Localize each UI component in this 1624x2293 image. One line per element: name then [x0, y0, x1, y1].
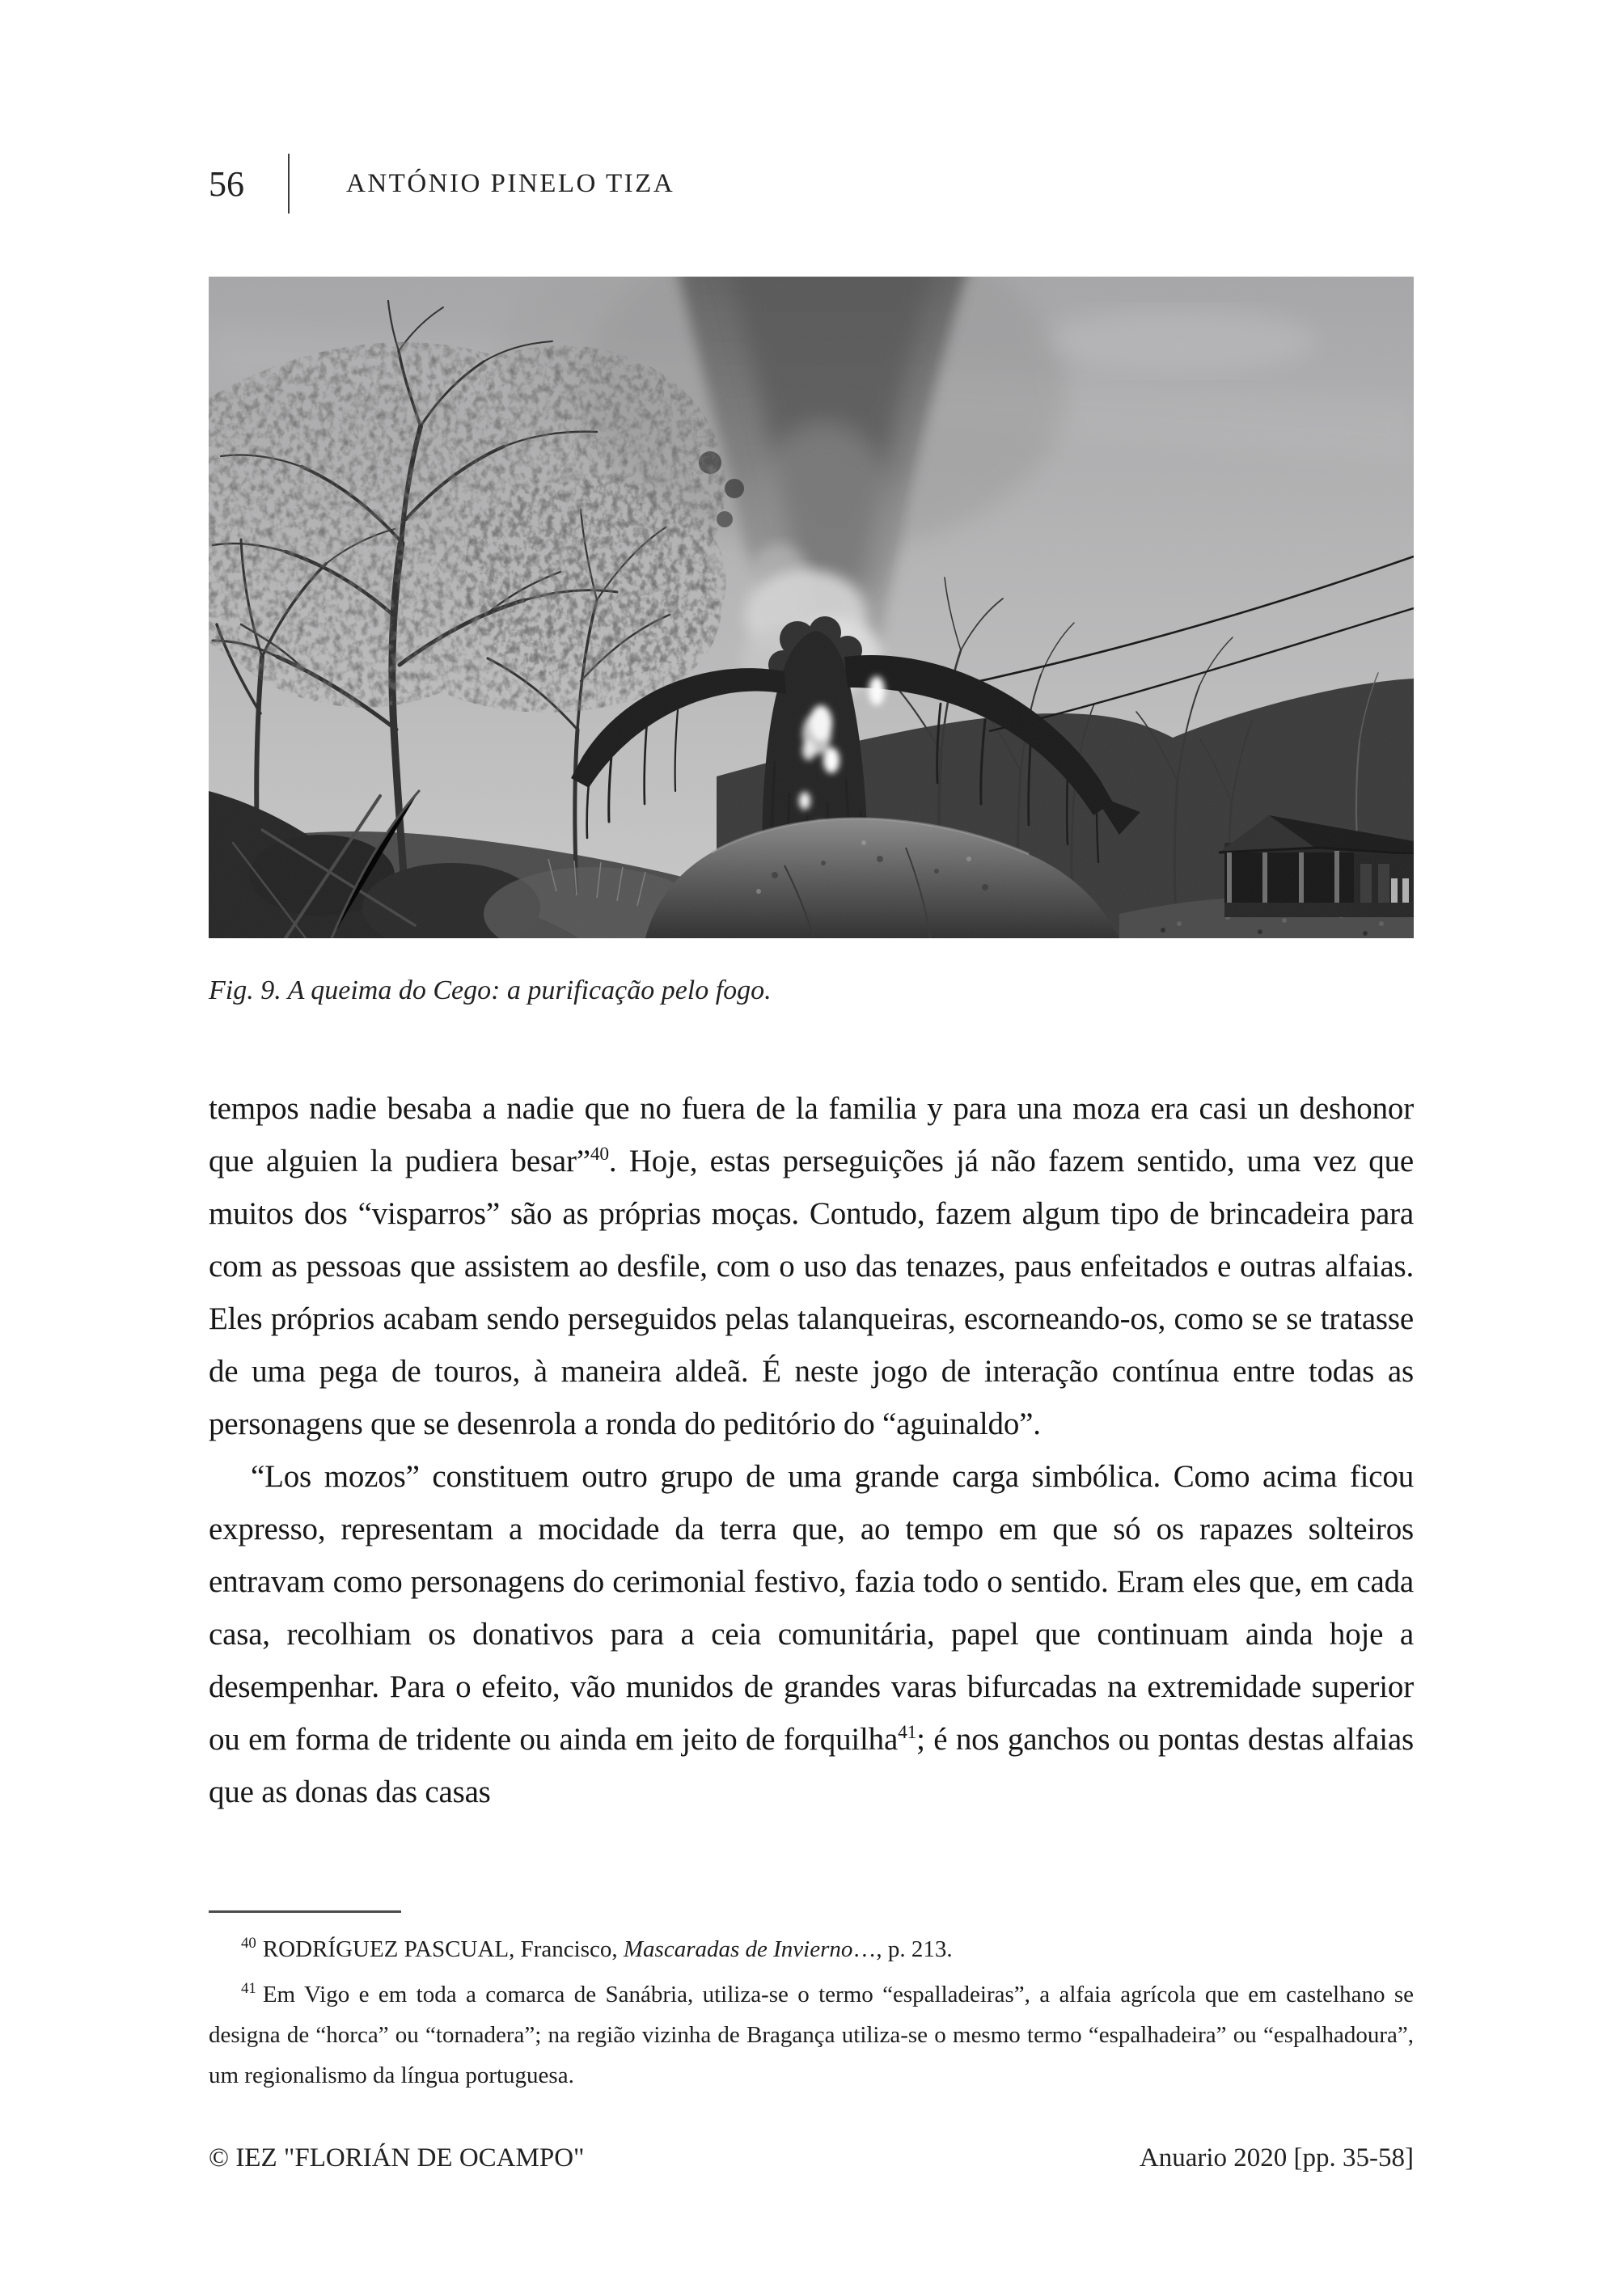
page-number: 56 [209, 163, 244, 204]
burning-effigy-photo [209, 277, 1414, 938]
footnote-40-title: Mascaradas de Invierno [623, 1936, 853, 1962]
figure-caption: Fig. 9. A queima do Cego: a purificação pelo fogo. [209, 975, 772, 1005]
paragraph-2-text-cont: ; é nos ganchos ou pontas destas alfaias que as donas das casas [209, 1722, 1414, 1809]
page-header [209, 154, 1414, 214]
paragraph-1-text: tempos nadie besaba a nadie que no fuera de la familia y para una moza era casi un deshonor que alguien la pudiera besar” [209, 1091, 1414, 1178]
footnote-separator [209, 1910, 401, 1913]
paragraph-1-text-cont: . Hoje, estas perseguições já não fazem sentido, uma vez que muitos dos “visparros” são as próprias moças. Contudo, fazem algum tipo de brincadeira para com as pessoas que assistem ao desfile, com o uso das tenazes, paus enfeitados e outras alfaias. Eles próprios acabam sendo perseguidos pelas talanqueiras, escorneando-os, como se se tratasse de uma pega de touros, à maneira aldeã. É neste jogo de interação contínua entre todas as personagens que se desenrola a ronda do peditório do “aguinaldo”. [209, 1144, 1414, 1441]
paragraph-2-text: “Los mozos” constituem outro grupo de uma grande carga simbólica. Como acima ficou expresso, representam a mocidade da terra que, ao tempo em que só os rapazes solteiros entravam como personagens do cerimonial festivo, fazia todo o sentido. Eram eles que, em cada casa, recolhiam os donativos para a ceia comunitária, papel que continuam ainda hoje a desempenhar. Para o efeito, vão munidos de grandes varas bifurcadas na extremidade superior ou em forma de tridente ou ainda em jeito de forquilha [209, 1459, 1414, 1757]
footnote-41 [209, 1974, 1414, 2096]
photo-grain [209, 277, 1414, 938]
footnote-40-page: …, p. 213. [852, 1936, 953, 1962]
running-title: ANTÓNIO PINELO TIZA [346, 168, 675, 198]
paragraph-2 [209, 1450, 1414, 1818]
body-text [209, 1082, 1414, 1818]
footnote-40-author: RODRÍGUEZ PASCUAL, Francisco, [262, 1936, 624, 1962]
footnote-40 [209, 1929, 1414, 1969]
footnote-ref-40: 40 [590, 1144, 609, 1165]
figure-photo [209, 277, 1414, 938]
footnote-ref-41: 41 [898, 1722, 917, 1743]
footnote-41-text: Em Vigo e em toda a comarca de Sanábria, utiliza-se o termo “espalladeiras”, a alfaia agrícola que em castelhano se designa de “horca” ou “tornadera”; na região vizinha de Bragança utiliza-se o mesmo termo “espalhadeira” ou “espalhadoura”, um regionalismo da língua portuguesa. [209, 1982, 1414, 2088]
footnote-40-number: 40 [241, 1935, 256, 1952]
footnote-41-number: 41 [241, 1980, 256, 1998]
page-footer [209, 2143, 1414, 2173]
paragraph-1 [209, 1082, 1414, 1450]
copyright: © IEZ "FLORIÁN DE OCAMPO" [209, 2143, 585, 2172]
header-divider [288, 154, 290, 214]
footnotes [209, 1910, 1414, 2101]
issue-info: Anuario 2020 [pp. 35-58] [1139, 2143, 1414, 2172]
